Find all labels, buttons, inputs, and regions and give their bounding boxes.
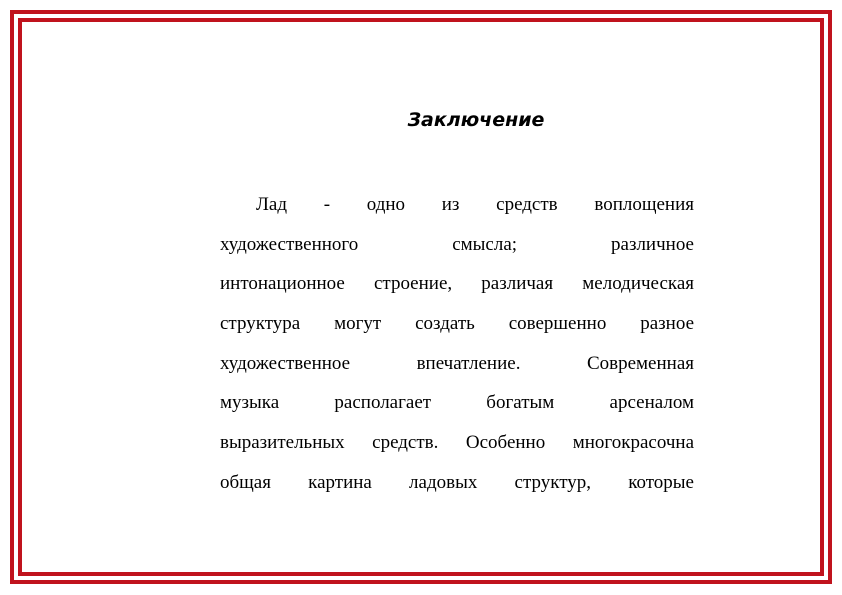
paragraph-line: выразительных средств. Особенно многокрасочна [220,432,694,454]
paragraph-line: структура могут создать совершенно разное [220,313,694,335]
paragraph-line: музыка располагает богатым арсеналом [220,392,694,414]
page-title: Заключение [407,109,545,131]
paragraph-line: общая картина ладовых структур, которые [220,471,694,493]
paragraph-line: интонационное строение, различая мелодическая [220,273,694,295]
body-paragraph [220,185,694,503]
paragraph-line: художественное впечатление. Современная [220,352,694,374]
paragraph-line: художественного смысла; различное [220,233,694,255]
paragraph-line: Лад - одно из средств воплощения [256,194,694,215]
